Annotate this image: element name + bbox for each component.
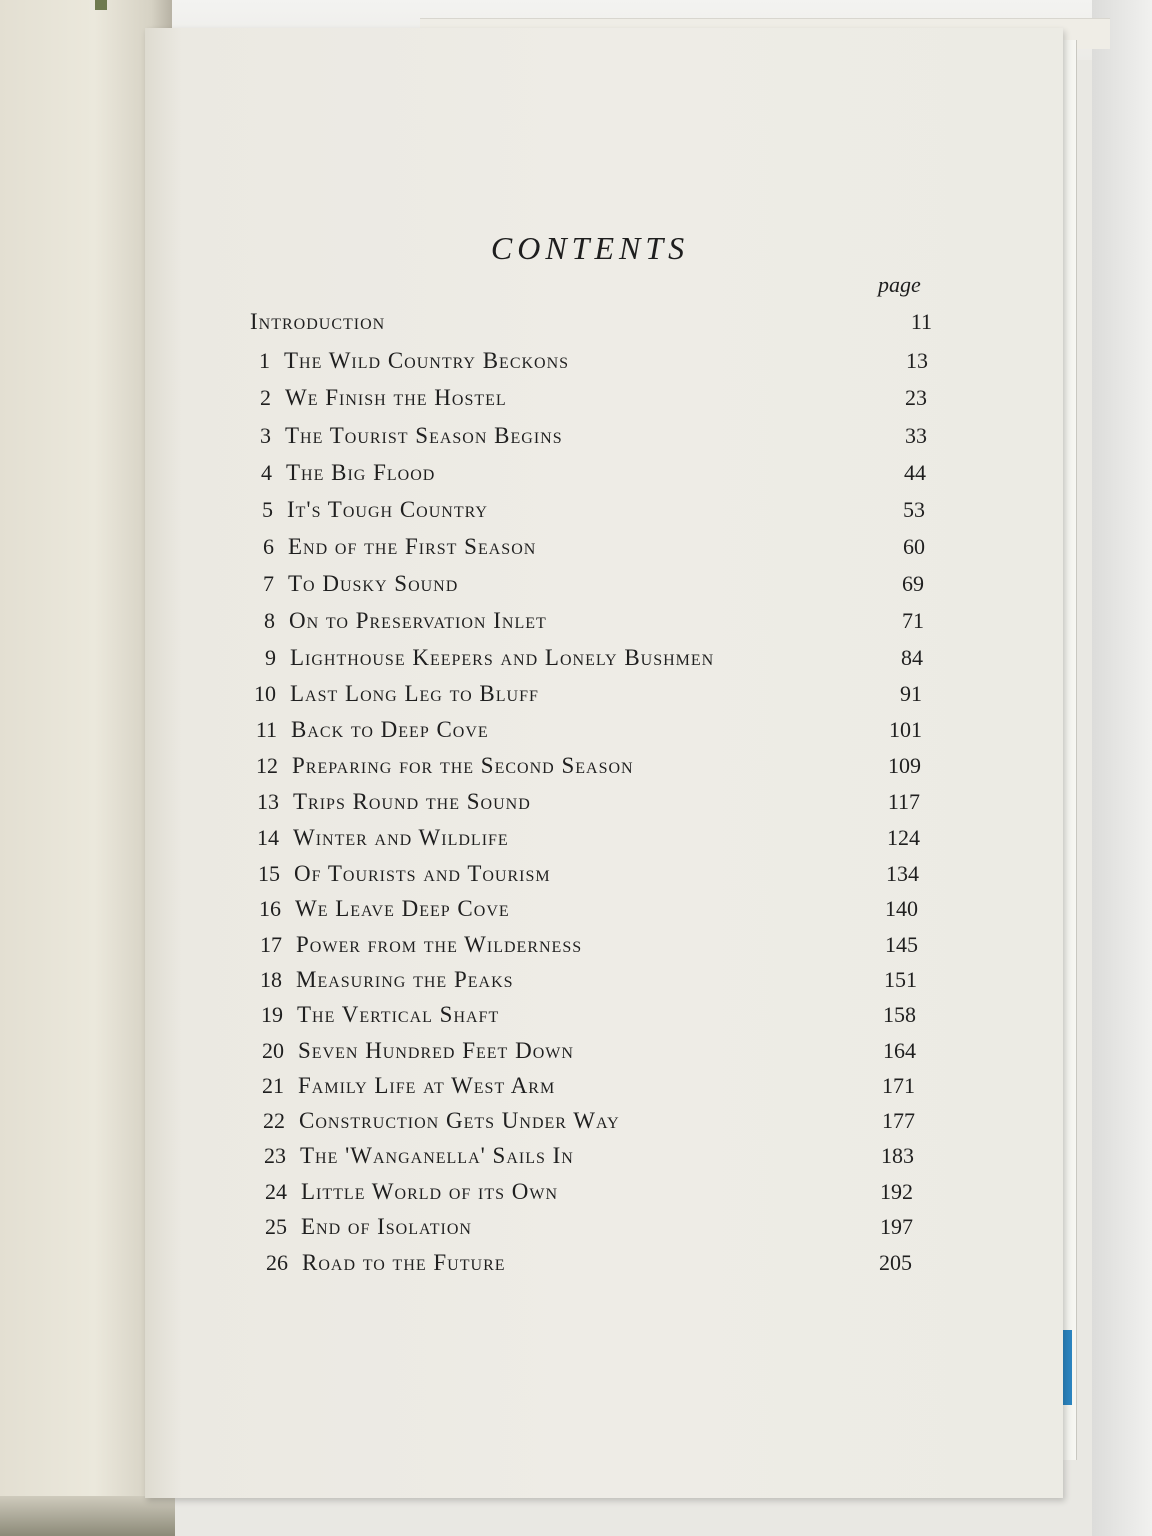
chapter-page: 33 <box>905 423 927 448</box>
chapter-entry <box>244 534 925 564</box>
chapter-entry <box>241 423 927 453</box>
chapter-entry <box>248 753 921 783</box>
chapter-entry <box>256 1143 914 1173</box>
chapter-entry <box>258 1250 912 1280</box>
chapter-number: 17 <box>260 932 282 957</box>
chapter-page: 197 <box>880 1214 913 1239</box>
chapter-entry <box>246 681 922 711</box>
chapter-number: 8 <box>264 608 275 633</box>
chapter-entry <box>254 1073 915 1103</box>
introduction-entry <box>250 309 932 339</box>
chapter-title: Back to Deep Cove <box>291 717 489 742</box>
contents-heading: CONTENTS <box>490 230 690 266</box>
cover-blue-strip <box>1062 1330 1072 1405</box>
chapter-title: Trips Round the Sound <box>293 789 531 814</box>
chapter-entry <box>254 1038 916 1068</box>
chapter-title: Preparing for the Second Season <box>292 753 634 778</box>
chapter-entry <box>252 932 918 962</box>
chapter-entry <box>257 1214 913 1244</box>
chapter-title: Of Tourists and Tourism <box>294 861 551 886</box>
chapter-title: The Tourist Season Begins <box>285 423 563 448</box>
chapter-entry <box>246 645 923 675</box>
chapter-title: The 'Wanganella' Sails In <box>300 1143 574 1168</box>
chapter-title: We Leave Deep Cove <box>295 896 510 921</box>
chapter-number: 24 <box>265 1179 287 1204</box>
chapter-page: 192 <box>880 1179 913 1204</box>
chapter-page: 134 <box>886 861 919 886</box>
chapter-page: 117 <box>887 789 920 814</box>
introduction-page: 11 <box>910 309 932 334</box>
chapter-entry <box>249 789 920 819</box>
chapter-page: 84 <box>901 645 923 670</box>
chapter-number: 23 <box>264 1143 286 1168</box>
chapter-number: 15 <box>258 861 280 886</box>
chapter-title: We Finish the Hostel <box>285 385 507 410</box>
chapter-entry <box>240 348 928 378</box>
chapter-title: Lighthouse Keepers and Lonely Bushmen <box>290 645 715 670</box>
chapter-entry <box>244 571 924 601</box>
chapter-page: 23 <box>905 385 927 410</box>
chapter-title: End of the First Season <box>288 534 537 559</box>
chapter-number: 11 <box>255 717 277 742</box>
chapter-entry <box>243 497 925 527</box>
chapter-page: 101 <box>889 717 922 742</box>
chapter-title: Road to the Future <box>302 1250 506 1275</box>
chapter-title: On to Preservation Inlet <box>289 608 547 633</box>
chapter-entry <box>252 967 917 997</box>
chapter-number: 4 <box>261 460 272 485</box>
chapter-number: 13 <box>257 789 279 814</box>
chapter-title: Measuring the Peaks <box>296 967 514 992</box>
chapter-number: 19 <box>261 1002 283 1027</box>
chapter-title: Seven Hundred Feet Down <box>298 1038 574 1063</box>
chapter-title: Winter and Wildlife <box>293 825 509 850</box>
chapter-title: To Dusky Sound <box>288 571 459 596</box>
chapter-number: 1 <box>259 348 270 373</box>
chapter-number: 12 <box>256 753 278 778</box>
chapter-page: 164 <box>883 1038 916 1063</box>
chapter-page: 91 <box>900 681 922 706</box>
chapter-entry <box>247 717 922 747</box>
chapter-title: End of Isolation <box>301 1214 472 1239</box>
chapter-entry <box>241 385 927 415</box>
chapter-number: 21 <box>262 1073 284 1098</box>
chapter-number: 9 <box>265 645 276 670</box>
chapter-number: 6 <box>263 534 274 559</box>
chapter-number: 3 <box>260 423 271 448</box>
chapter-page: 151 <box>884 967 917 992</box>
chapter-page: 124 <box>887 825 920 850</box>
chapter-page: 145 <box>885 932 918 957</box>
chapter-page: 183 <box>881 1143 914 1168</box>
chapter-page: 158 <box>883 1002 916 1027</box>
page-column-label: page <box>878 272 921 297</box>
chapter-page: 53 <box>903 497 925 522</box>
chapter-title: The Vertical Shaft <box>297 1002 500 1027</box>
chapter-number: 20 <box>262 1038 284 1063</box>
chapter-page: 71 <box>902 608 924 633</box>
chapter-number: 18 <box>260 967 282 992</box>
chapter-number: 16 <box>259 896 281 921</box>
chapter-page: 13 <box>906 348 928 373</box>
chapter-title: Family Life at West Arm <box>298 1073 556 1098</box>
chapter-number: 14 <box>257 825 279 850</box>
chapter-page: 44 <box>904 460 926 485</box>
chapter-page: 69 <box>902 571 924 596</box>
chapter-entry <box>253 1002 916 1032</box>
chapter-page: 177 <box>882 1108 915 1133</box>
chapter-entry <box>257 1179 913 1209</box>
chapter-number: 26 <box>266 1250 288 1275</box>
cover-board-bottom <box>0 1496 175 1536</box>
chapter-title: Construction Gets Under Way <box>299 1108 620 1133</box>
chapter-title: The Wild Country Beckons <box>284 348 570 373</box>
chapter-page: 171 <box>882 1073 915 1098</box>
chapter-page: 205 <box>879 1250 912 1275</box>
chapter-entry <box>255 1108 915 1138</box>
chapter-title: Last Long Leg to Bluff <box>290 681 539 706</box>
chapter-title: Little World of its Own <box>301 1179 559 1204</box>
cover-board-corner <box>95 0 107 10</box>
chapter-page: 109 <box>888 753 921 778</box>
chapter-title: The Big Flood <box>286 460 436 485</box>
chapter-entry <box>242 460 926 490</box>
chapter-page: 140 <box>885 896 918 921</box>
chapter-page: 60 <box>903 534 925 559</box>
chapter-number: 10 <box>254 681 276 706</box>
chapter-number: 25 <box>265 1214 287 1239</box>
chapter-title: Power from the Wilderness <box>296 932 583 957</box>
chapter-number: 2 <box>260 385 271 410</box>
chapter-number: 7 <box>263 571 274 596</box>
chapter-number: 5 <box>262 497 273 522</box>
chapter-entry <box>251 896 918 926</box>
introduction-title: Introduction <box>250 309 386 334</box>
chapter-entry <box>250 861 919 891</box>
chapter-title: It's Tough Country <box>287 497 488 522</box>
chapter-entry <box>245 608 924 638</box>
chapter-entry <box>249 825 920 855</box>
chapter-number: 22 <box>263 1108 285 1133</box>
